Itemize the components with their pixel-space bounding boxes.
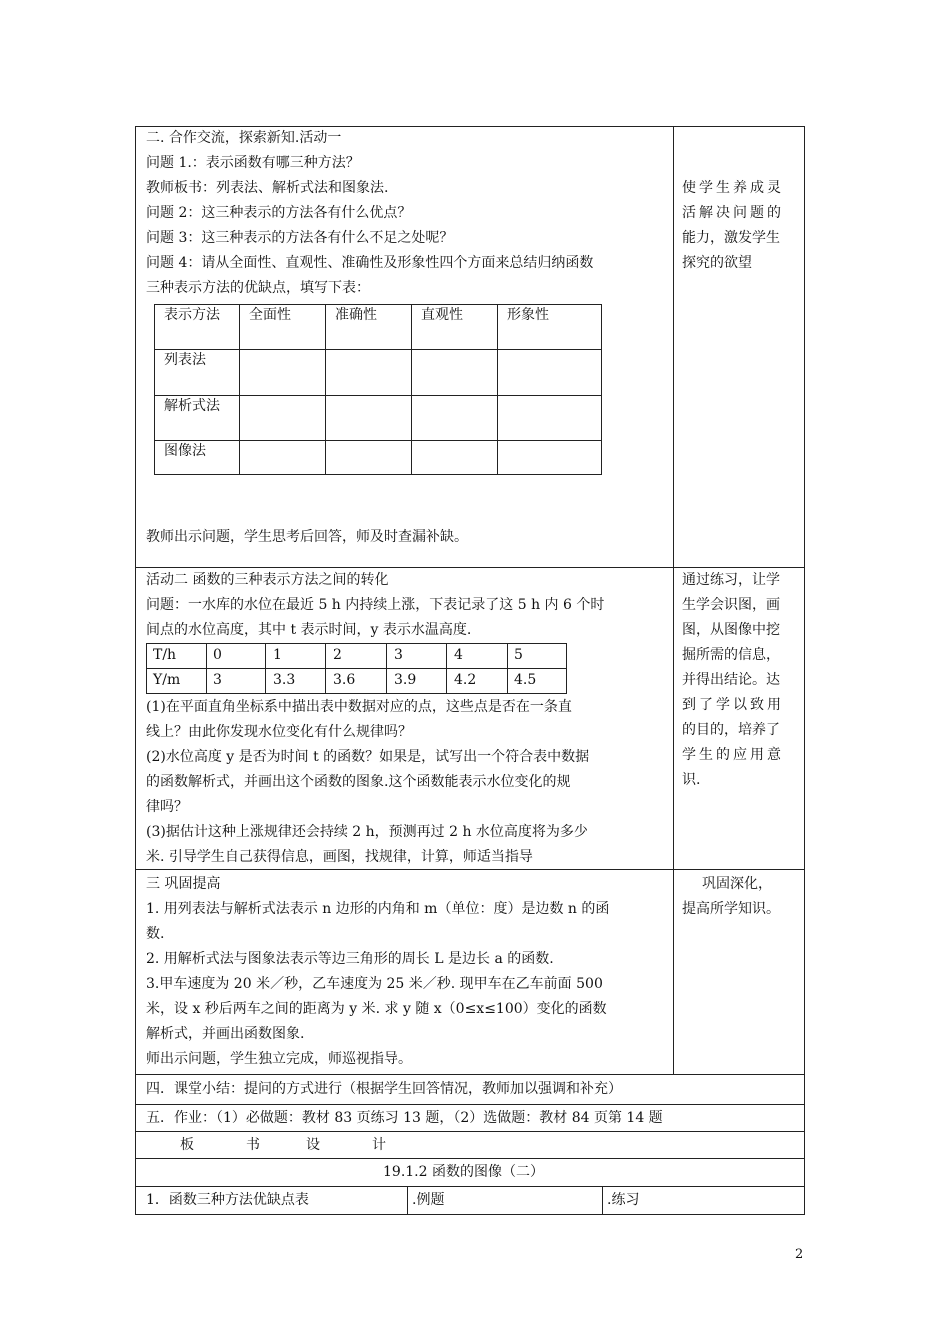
cmp-vline [239,304,240,475]
section2-line: 二. 合作交流，探索新知.活动一 [146,130,342,146]
wl-cell: 3.9 [394,672,417,688]
wl-cell: 1 [273,647,282,663]
wl-vline [325,643,326,694]
class-summary: 四．课堂小结：提问的方式进行（根据学生回答情况，教师加以强调和补充） [146,1081,622,1097]
row-divider-3 [135,1074,805,1075]
aim-line: 通过练习，让学 [682,572,780,588]
wl-hline [146,668,567,669]
board-col: 1．函数三种方法优缺点表 [146,1192,309,1208]
section2-line: 问题 3：这三种表示的方法各有什么不足之处呢？ [146,230,454,246]
aim-line: 学生的应用意 [682,747,784,763]
section3-line: 数. [146,926,165,942]
wl-cell: 3 [213,672,222,688]
wl-hline [146,643,567,644]
cmp-header-cell: 准确性 [335,307,377,323]
wl-vline [206,643,207,694]
aim-line: 提高所学知识。 [682,901,780,917]
aim-line: 探究的欲望 [682,255,752,271]
board-col: .例题 [412,1192,445,1208]
cmp-hline [154,440,602,441]
activity2-title: 活动二 函数的三种表示方法之间的转化 [146,572,389,588]
cmp-hline [154,474,602,475]
cmp-row-label: 图像法 [164,443,206,459]
wl-cell: 3.3 [273,672,296,688]
board-heading-char: 设 [306,1137,320,1153]
section3-line: 三 巩固提高 [146,876,221,892]
table-border-bottom [135,1214,805,1215]
question-line: 的函数解析式，并画出这个函数的图象.这个函数能表示水位变化的规 [146,774,571,790]
wl-cell: 4 [454,647,463,663]
cmp-row-label: 解析式法 [164,398,220,414]
aim-line: 并得出结论。达 [682,672,780,688]
board-heading-char: 计 [372,1137,386,1153]
section3-line: 3.甲车速度为 20 米／秒，乙车速度为 25 米／秒. 现甲车在乙车前面 500 [146,976,603,992]
section3-line: 米，设 x 秒后两车之间的距离为 y 米. 求 y 随 x（0≤x≤100）变化的函数 [146,1001,607,1017]
question-line: (3)据估计这种上涨规律还会持续 2 h，预测再过 2 h 水位高度将为多少 [146,824,588,840]
wl-cell: 2 [333,647,342,663]
section3-line: 1. 用列表法与解析式法表示 n 边形的内角和 m（单位：度）是边数 n 的函 [146,901,610,917]
wl-vline [446,643,447,694]
wl-cell: 5 [514,647,523,663]
section2-line: 问题 4：请从全面性、直观性、准确性及形象性四个方面来总结归纳函数 [146,255,594,271]
aim-line: 能力，激发学生 [682,230,780,246]
row-divider-5 [135,1131,805,1132]
activity2-intro: 问题：一水库的水位在最近 5 h 内持续上涨，下表记录了这 5 h 内 6 个时 [146,597,605,613]
aim-line: 使学生养成灵 [682,180,784,196]
cmp-header-cell: 形象性 [507,307,549,323]
cmp-vline [497,304,498,475]
row-divider-6 [135,1158,805,1159]
section2-line: 问题 1.：表示函数有哪三种方法？ [146,155,360,171]
wl-cell: T/h [153,647,177,663]
cmp-header-cell: 全面性 [249,307,291,323]
wl-vline [386,643,387,694]
row-divider-1 [135,567,805,568]
aim-line: 的目的，培养了 [682,722,780,738]
wl-cell: 4.5 [514,672,537,688]
table-border-right [804,126,805,1215]
wl-vline [566,643,567,694]
wl-vline [265,643,266,694]
homework: 五．作业：（1）必做题：教材 83 页练习 13 题，（2）选做题：教材 84 页第 14 题 [146,1110,663,1126]
wl-vline [507,643,508,694]
wl-cell: 0 [213,647,222,663]
board-heading-char: 板 [180,1137,194,1153]
question-line: 米. 引导学生自己获得信息，画图，找规律，计算，师适当指导 [146,849,533,865]
table-border-left [135,126,136,1215]
cmp-hline [154,395,602,396]
question-line: 律吗？ [146,799,188,815]
row-divider-4 [135,1104,805,1105]
wl-cell: 3.6 [333,672,356,688]
aim-line: 图，从图像中挖 [682,622,780,638]
wl-hline [146,693,567,694]
section3-line: 2. 用解析式法与图象法表示等边三角形的周长 L 是边长 a 的函数. [146,951,554,967]
section2-line: 三种表示方法的优缺点，填写下表： [146,280,370,296]
aim-line: 到了学以致用 [682,697,784,713]
row-divider-7 [135,1186,805,1187]
wl-cell: 4.2 [454,672,477,688]
cmp-vline [325,304,326,475]
page-number: 2 [795,1247,804,1262]
aim-line: 识. [682,772,701,788]
cmp-row-label: 列表法 [164,352,206,368]
board-col-divider-1 [407,1186,408,1214]
question-line: 线上？由此你发现水位变化有什么规律吗？ [146,724,412,740]
aim-line: 掘所需的信息， [682,647,780,663]
section2-note: 教师出示问题，学生思考后回答，师及时查漏补缺。 [146,529,468,545]
wl-cell: 3 [394,647,403,663]
board-title: 19.1.2 函数的图像（二） [383,1164,544,1180]
aim-line: 巩固深化， [702,876,772,892]
cmp-vline [411,304,412,475]
activity2-intro: 间点的水位高度，其中 t 表示时间，y 表示水温高度. [146,622,472,638]
board-heading-char: 书 [246,1137,260,1153]
aim-line: 活解决问题的 [682,205,784,221]
wl-cell: Y/m [153,672,181,688]
section2-line: 教师板书：列表法、解析式法和图象法. [146,180,389,196]
question-line: (2)水位高度 y 是否为时间 t 的函数？如果是，试写出一个符合表中数据 [146,749,590,765]
cmp-vline [154,304,155,475]
board-col: .练习 [607,1192,640,1208]
cmp-vline [601,304,602,475]
section2-line: 问题 2：这三种表示的方法各有什么优点？ [146,205,412,221]
board-col-divider-2 [602,1186,603,1214]
section3-line: 解析式，并画出函数图象. [146,1026,305,1042]
table-border-top [135,126,805,127]
aim-line: 生学会识图，画 [682,597,780,613]
aim-column-divider [673,126,674,1074]
row-divider-2 [135,869,805,870]
section3-line: 师出示问题，学生独立完成，师巡视指导。 [146,1051,412,1067]
cmp-hline [154,349,602,350]
cmp-header-cell: 直观性 [421,307,463,323]
wl-vline [146,643,147,694]
question-line: (1)在平面直角坐标系中描出表中数据对应的点，这些点是否在一条直 [146,699,572,715]
cmp-header-cell: 表示方法 [164,307,220,323]
